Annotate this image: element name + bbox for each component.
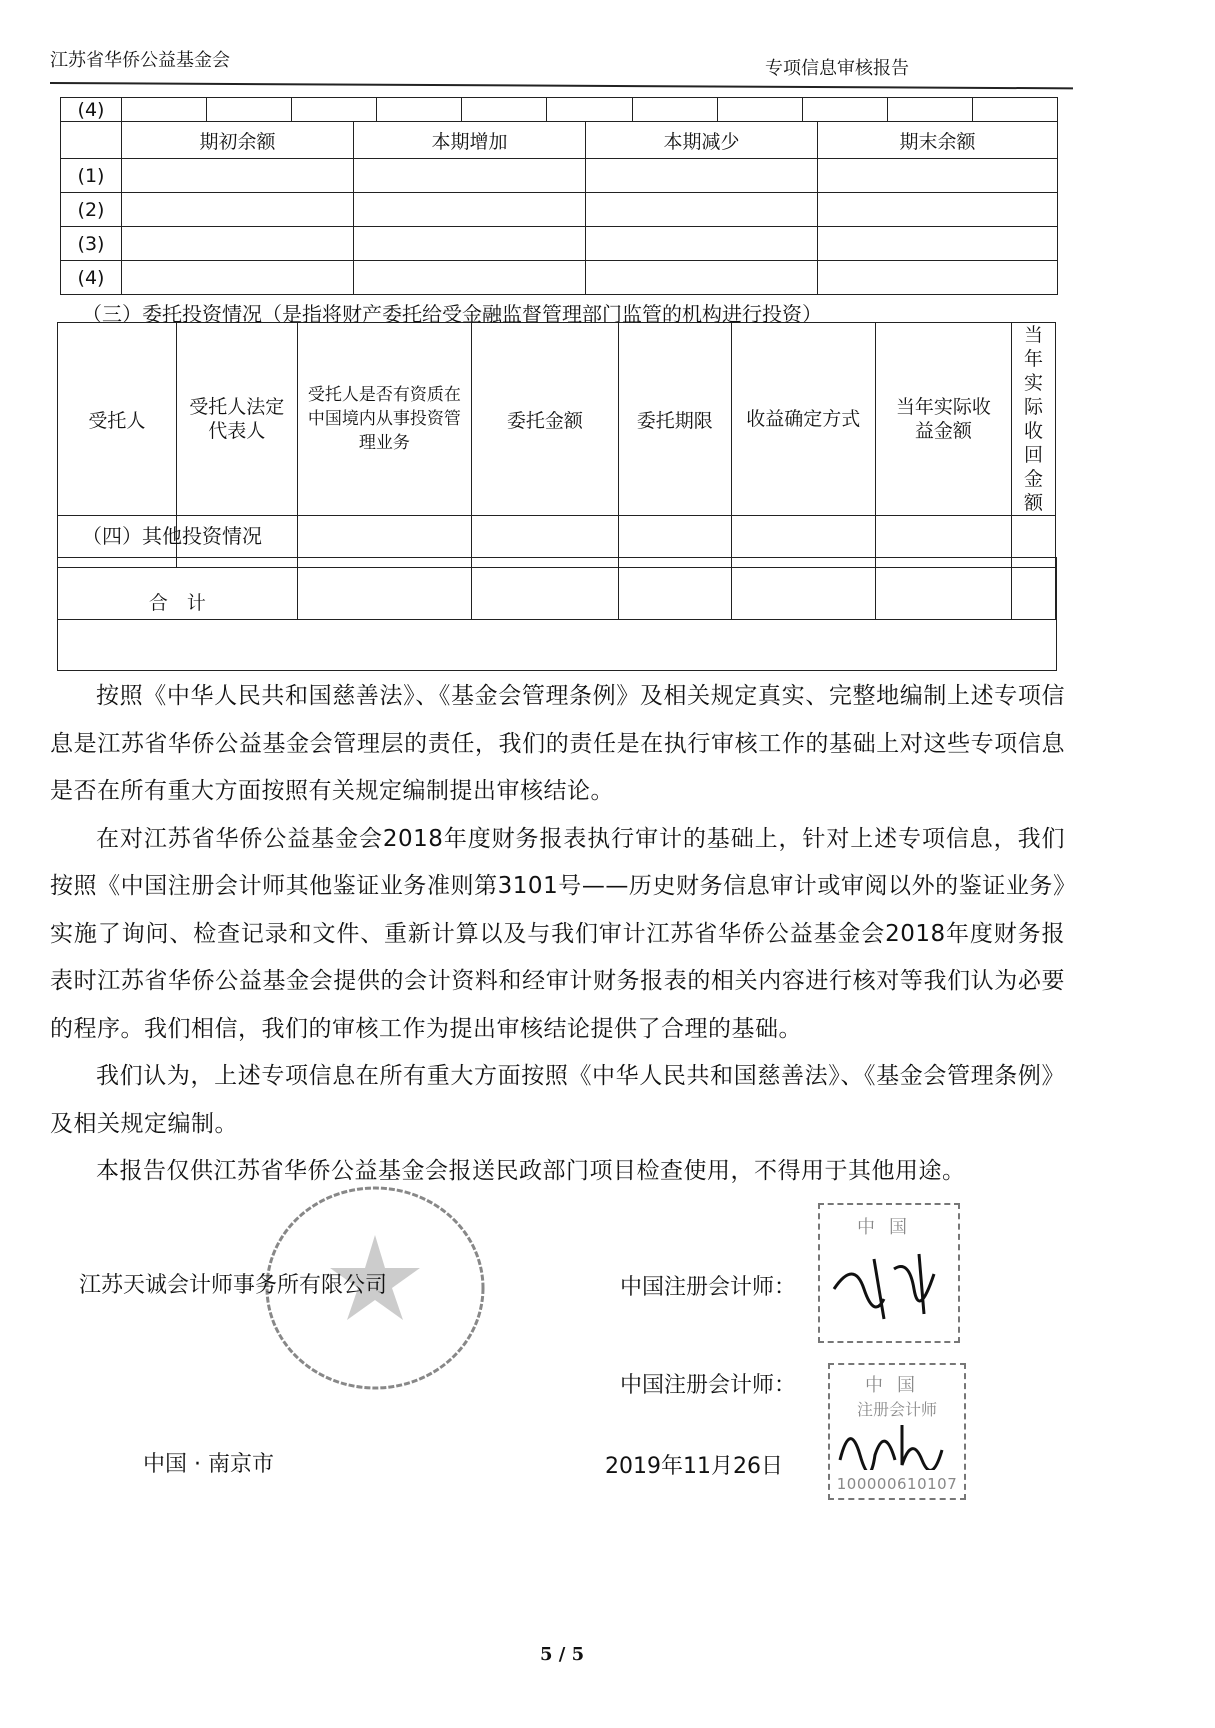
report-body	[50, 673, 1065, 1196]
col-header: 受托人法定代表人	[176, 323, 297, 516]
page-number: 5 / 5	[540, 1644, 585, 1665]
col-header: 期初余额	[122, 122, 354, 159]
firm-name: 江苏天诚会计师事务所有限公司	[79, 1273, 388, 1298]
location: 中国 · 南京市	[143, 1452, 274, 1477]
other-investment-box	[57, 557, 1057, 671]
header-report-title: 专项信息审核报告	[765, 58, 909, 79]
cpa-label-1: 中国注册会计师：	[620, 1275, 797, 1300]
col-header: 受托人是否有资质在中国境内从事投资管理业务	[297, 323, 471, 516]
header-rule	[50, 82, 1073, 89]
table-row: (1)	[61, 159, 1058, 193]
col-header: 本期减少	[586, 122, 818, 159]
table-row	[61, 98, 1058, 122]
signature-2	[832, 1420, 962, 1470]
col-header: 委托期限	[618, 323, 731, 516]
col-header: 受托人	[58, 323, 177, 516]
paragraph: 本报告仅供江苏省华侨公益基金会报送民政部门项目检查使用，不得用于其他用途。	[96, 1158, 966, 1184]
table-row: (4)	[61, 261, 1058, 295]
paragraph: 在对江苏省华侨公益基金会2018年度财务报表执行审计的基础上，针对上述专项信息，我们按照《中国注册会计师其他鉴证业务准则第3101号——历史财务信息审计或审阅以外的鉴证业务》实施了询问、检查记录和文件、重新计算以及与我们审计江苏省华侨公益基金会2018年度财务报表时江苏省华侨公益基金会提供的会计资料和经审计财务报表的相关内容进行核对等我们认为必要的程序。我们相信，我们的审核工作为提出审核结论提供了合理的基础。	[50, 825, 1065, 1042]
col-header: 委托金额	[471, 323, 618, 516]
table-row: (3)	[61, 227, 1058, 261]
col-header: 期末余额	[818, 122, 1058, 159]
table-row: (2)	[61, 193, 1058, 227]
cpa-stamp-1: 中国	[818, 1203, 960, 1343]
balance-table	[60, 97, 1058, 295]
section-4-title: （四）其他投资情况	[82, 524, 262, 548]
table-header-row	[58, 323, 1056, 516]
cpa-label-2: 中国注册会计师：	[620, 1373, 797, 1398]
col-header: 收益确定方式	[731, 323, 875, 516]
paragraph: 按照《中华人民共和国慈善法》、《基金会管理条例》及相关规定真实、完整地编制上述专项信息是江苏省华侨公益基金会管理层的责任，我们的责任是在执行审核工作的基础上对这些专项信息是否在所有重大方面按照有关规定编制提出审核结论。	[50, 683, 1065, 804]
col-header: 当年实际收回金额	[1011, 323, 1055, 516]
signature-1	[824, 1239, 954, 1329]
table-header-row	[61, 122, 1058, 159]
total-label: 合 计	[58, 568, 298, 620]
section-3-title: （三）委托投资情况（是指将财产委托给受金融监督管理部门监管的机构进行投资）	[82, 302, 822, 326]
col-header: 本期增加	[354, 122, 586, 159]
header-org: 江苏省华侨公益基金会	[50, 50, 230, 71]
cpa-stamp-2: 中国 注册会计师 100000610107	[828, 1363, 966, 1500]
report-date: 2019年11月26日	[605, 1454, 783, 1479]
row-label: (4)	[61, 98, 122, 122]
col-header: 当年实际收益金额	[875, 323, 1011, 516]
paragraph: 我们认为，上述专项信息在所有重大方面按照《中华人民共和国慈善法》、《基金会管理条例》及相关规定编制。	[50, 1063, 1065, 1137]
